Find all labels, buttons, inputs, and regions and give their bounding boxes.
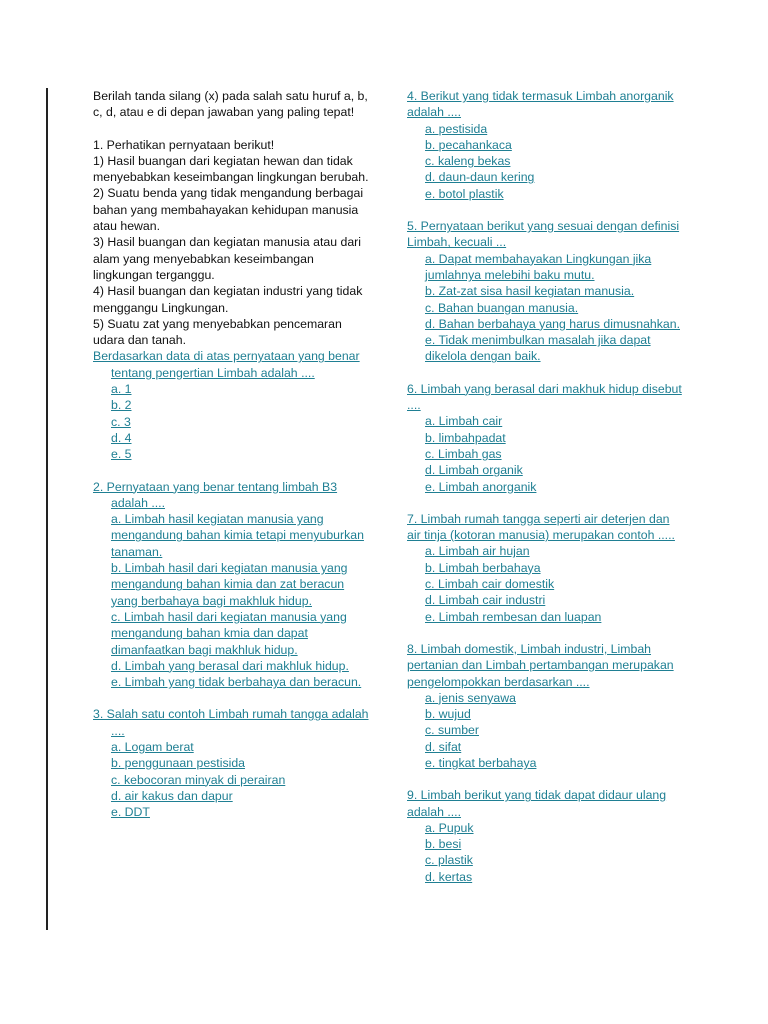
question-1 — [93, 348, 373, 462]
q3-option-d[interactable]: d. air kakus dan dapur — [111, 788, 233, 803]
question-2 — [93, 479, 373, 691]
q8-option-a[interactable]: a. jenis senyawa — [425, 690, 516, 705]
question-7 — [407, 511, 682, 625]
q9-option-b[interactable]: b. besi — [425, 837, 462, 852]
instructions: Berilah tanda silang (x) pada salah satu huruf a, b, c, d, atau e di depan jawaban yang paling tepat! — [93, 89, 368, 120]
q1-option-b[interactable]: b. 2 — [111, 398, 132, 413]
question-7-text: 7. Limbah rumah tangga seperti air deterjen dan air tinja (kotoran manusia) merupakan contoh ..... — [407, 511, 675, 543]
statement-1: 1) Hasil buangan dari kegiatan hewan dan tidak menyebabkan keseimbangan lingkungan berubah. — [93, 153, 369, 185]
statement-4: 4) Hasil buangan dan kegiatan industri yang tidak menggangu Lingkungan. — [93, 284, 363, 315]
q8-option-c[interactable]: c. sumber — [425, 723, 479, 738]
q5-option-e[interactable]: e. Tidak menimbulkan masalah jika dapat dikelola dengan baik. — [425, 333, 651, 364]
left-column — [93, 88, 373, 820]
statement-2: 2) Suatu benda yang tidak mengandung berbagai bahan yang membahayakan kehidupan manusia atau hewan. — [93, 186, 364, 234]
q4-option-c[interactable]: c. kaleng bekas — [425, 154, 511, 169]
q3-option-b[interactable]: b. penggunaan pestisida — [111, 756, 246, 771]
q7-option-a[interactable]: a. Limbah air hujan — [425, 544, 530, 559]
question-4-text: 4. Berikut yang tidak termasuk Limbah anorganik adalah .... — [407, 89, 674, 120]
question-8-text: 8. Limbah domestik, Limbah industri, Limbah pertanian dan Limbah pertambangan merupakan pengelompokkan berdasarkan .... — [407, 641, 674, 689]
q1-option-e[interactable]: e. 5 — [111, 447, 132, 462]
statement-5: 5) Suatu zat yang menyebabkan pencemaran udara dan tanah. — [93, 316, 342, 348]
question-1-text: Berdasarkan data di atas pernyataan yang benar tentang pengertian Limbah adalah .... — [93, 349, 360, 380]
q8-option-b[interactable]: b. wujud — [425, 707, 471, 722]
q9-option-c[interactable]: c. plastik — [425, 853, 473, 868]
q2-option-e[interactable]: e. Limbah yang tidak berbahaya dan beracun. — [111, 675, 362, 690]
q1-option-c[interactable]: c. 3 — [111, 414, 131, 429]
question-1-intro: 1. Perhatikan pernyataan berikut! — [93, 137, 275, 152]
q1-option-d[interactable]: d. 4 — [111, 430, 132, 445]
q7-option-e[interactable]: e. Limbah rembesan dan luapan — [425, 609, 602, 624]
q8-option-e[interactable]: e. tingkat berbahaya — [425, 755, 537, 770]
question-3-text: 3. Salah satu contoh Limbah rumah tangga adalah .... — [93, 707, 369, 738]
q1-option-a[interactable]: a. 1 — [111, 382, 132, 397]
q6-option-e[interactable]: e. Limbah anorganik — [425, 479, 537, 494]
question-4 — [407, 88, 682, 202]
right-column — [407, 88, 682, 885]
q5-option-a[interactable]: a. Dapat membahayakan Lingkungan jika jumlahnya melebihi baku mutu. — [425, 251, 652, 282]
question-8 — [407, 641, 682, 771]
q5-option-d[interactable]: d. Bahan berbahaya yang harus dimusnahkan. — [425, 316, 680, 331]
q3-option-c[interactable]: c. kebocoran minyak di perairan — [111, 772, 286, 787]
q9-option-d[interactable]: d. kertas — [425, 869, 473, 884]
q5-option-b[interactable]: b. Zat-zat sisa hasil kegiatan manusia. — [425, 284, 635, 299]
q8-option-d[interactable]: d. sifat — [425, 739, 462, 754]
question-3 — [93, 706, 373, 820]
q4-option-e[interactable]: e. botol plastik — [425, 186, 504, 201]
q2-option-d[interactable]: d. Limbah yang berasal dari makhluk hidup. — [111, 658, 349, 673]
margin-rule — [46, 88, 48, 930]
q7-option-d[interactable]: d. Limbah cair industri — [425, 593, 546, 608]
q4-option-a[interactable]: a. pestisida — [425, 121, 488, 136]
q7-option-b[interactable]: b. Limbah berbahaya — [425, 560, 541, 575]
question-6 — [407, 381, 682, 495]
question-9-text: 9. Limbah berikut yang tidak dapat didaur ulang adalah .... — [407, 788, 667, 819]
q4-option-d[interactable]: d. daun-daun kering — [425, 170, 535, 185]
question-5-text: 5. Pernyataan berikut yang sesuai dengan definisi Limbah, kecuali ... — [407, 219, 680, 250]
q2-option-a[interactable]: a. Limbah hasil kegiatan manusia yang mengandung bahan kimia tetapi menyuburkan tanaman. — [111, 512, 364, 559]
question-6-text: 6. Limbah yang berasal dari makhuk hidup disebut .... — [407, 381, 682, 413]
q6-option-b[interactable]: b. limbahpadat — [425, 430, 506, 445]
statement-3: 3) Hasil buangan dan kegiatan manusia atau dari alam yang menyebabkan keseimbangan lingkungan terganggu. — [93, 235, 361, 282]
q4-option-b[interactable]: b. pecahankaca — [425, 137, 512, 152]
q2-option-b[interactable]: b. Limbah hasil dari kegiatan manusia yang mengandung bahan kimia dan zat beracun yang berbahaya bagi makhluk hidup. — [111, 561, 348, 608]
q5-option-c[interactable]: c. Bahan buangan manusia. — [425, 300, 579, 315]
q7-option-c[interactable]: c. Limbah cair domestik — [425, 577, 555, 592]
q3-option-a[interactable]: a. Logam berat — [111, 739, 194, 754]
q6-option-d[interactable]: d. Limbah organik — [425, 463, 523, 478]
q6-option-c[interactable]: c. Limbah gas — [425, 446, 502, 461]
question-9 — [407, 787, 682, 885]
q6-option-a[interactable]: a. Limbah cair — [425, 414, 503, 429]
question-5 — [407, 218, 682, 365]
question-2-text: 2. Pernyataan yang benar tentang limbah B3 adalah .... — [93, 479, 338, 510]
q3-option-e[interactable]: e. DDT — [111, 805, 150, 820]
q9-option-a[interactable]: a. Pupuk — [425, 820, 474, 835]
q2-option-c[interactable]: c. Limbah hasil dari kegiatan manusia yang mengandung bahan kmia dan dapat dimanfaatkan bagi makhluk hidup. — [111, 609, 347, 657]
